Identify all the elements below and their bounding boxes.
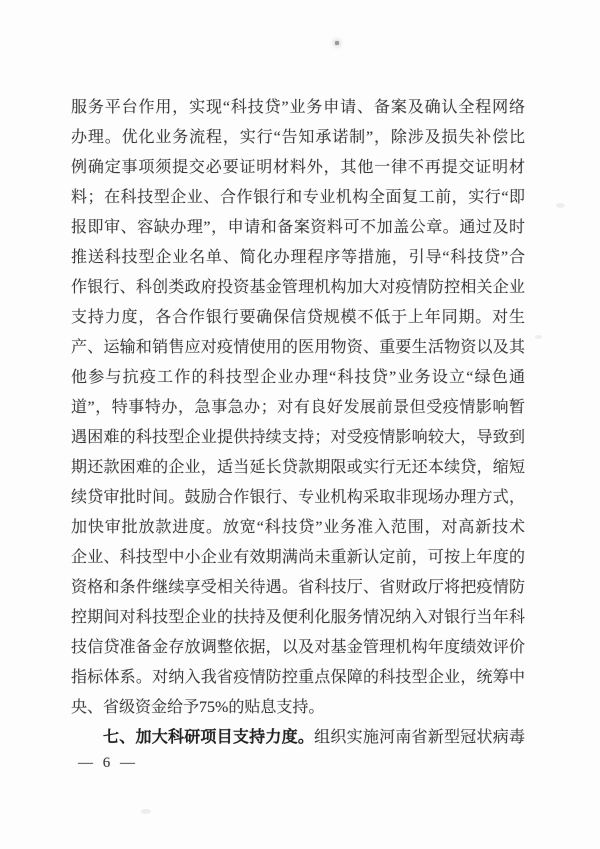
body-text-line: 技信贷准备金存放调整依据，以及对基金管理机构年度绩效评价 <box>71 639 525 656</box>
body-text-line: 报即审、容缺办理”，申请和备案资料可不加盖公章。通过及时 <box>71 219 525 236</box>
section-heading-line <box>71 723 525 753</box>
body-text-line: 指标体系。对纳入我省疫情防控重点保障的科技型企业，统筹中 <box>71 669 525 686</box>
body-text-line: 遇困难的科技型企业提供持续支持；对受疫情影响较大，导致到 <box>71 429 525 446</box>
body-text-line: 例确定事项须提交必要证明材料外，其他一律不再提交证明材 <box>71 159 525 176</box>
body-text-line: 料；在科技型企业、合作银行和专业机构全面复工前，实行“即 <box>71 189 525 206</box>
section-heading-continuation: 组织实施河南省新型冠状病毒 <box>314 729 525 746</box>
body-text-line: 作银行、科创类政府投资基金管理机构加大对疫情防控相关企业 <box>71 279 525 296</box>
body-text-line: 加快审批放款进度。放宽“科技贷”业务准入范围，对高新技术 <box>71 519 525 536</box>
body-text-line: 推送科技型企业名单、简化办理程序等措施，引导“科技贷”合 <box>71 249 525 266</box>
body-text-line: 产、运输和销售应对疫情使用的医用物资、重要生活物资以及其 <box>71 339 525 356</box>
body-text-line: 服务平台作用，实现“科技贷”业务申请、备案及确认全程网络 <box>71 99 525 116</box>
scan-noise-speck <box>535 335 542 339</box>
body-paragraph <box>71 93 525 753</box>
body-text-line: 企业、科技型中小企业有效期满尚未重新认定前，可按上年度的 <box>71 549 525 566</box>
body-text-line: 资格和条件继续享受相关待遇。省科技厅、省财政厅将把疫情防 <box>71 579 525 596</box>
scan-noise-speck <box>335 41 339 45</box>
scan-noise-speck <box>141 809 151 814</box>
body-text-line: 办理。优化业务流程，实行“告知承诺制”，除涉及损失补偿比 <box>71 129 525 146</box>
body-text-line: 控期间对科技型企业的扶持及便利化服务情况纳入对银行当年科 <box>71 609 525 626</box>
body-text-line: 央、省级资金给予75%的贴息支持。 <box>71 699 325 716</box>
body-text-line: 他参与抗疫工作的科技型企业办理“科技贷”业务设立“绿色通 <box>71 369 525 386</box>
body-text-line: 支持力度，各合作银行要确保信贷规模不低于上年同期。对生 <box>71 309 525 326</box>
scan-noise-speck <box>556 203 565 208</box>
body-text-line: 续贷审批时间。鼓励合作银行、专业机构采取非现场办理方式， <box>71 489 525 506</box>
body-text-line: 道”，特事特办，急事急办；对有良好发展前景但受疫情影响暂 <box>71 399 525 416</box>
body-text-line: 期还款困难的企业，适当延长贷款期限或实行无还本续贷，缩短 <box>71 459 525 476</box>
section-heading-title: 七、加大科研项目支持力度。 <box>103 729 315 746</box>
page-number: — 6 — <box>78 755 138 771</box>
